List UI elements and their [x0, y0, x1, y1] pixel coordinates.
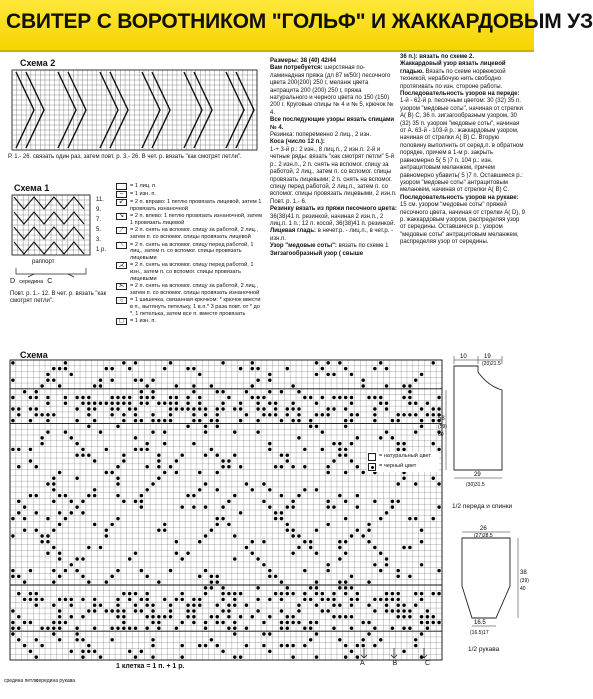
front-dim-side-c: 60	[438, 432, 444, 438]
legend-text: = 1 лиц. п.	[130, 183, 157, 189]
scheme1-chart	[12, 195, 92, 255]
front-dim-top-b: 19	[484, 354, 491, 360]
rib2-heading: Резинку вязать из пряжи песочного цвета:	[270, 206, 397, 213]
legend-text: = 2 п. влево: 1 петлю провязать изнаночной, затем 1 провязать лицевой	[130, 213, 263, 226]
scheme2-block	[6, 58, 261, 180]
legend-text: = 1 изн. п.	[130, 318, 156, 325]
sleeve-dim-bottom-a: 16.5	[474, 620, 486, 626]
stitch-symbol-icon: ↙	[116, 199, 127, 206]
legend-row	[116, 283, 264, 296]
rapport-label: раппорт	[32, 259, 55, 265]
honeycomb-lines	[14, 197, 84, 254]
legend-row	[116, 242, 264, 262]
mark-middle: середина	[19, 279, 44, 285]
row-number: 1 р.	[96, 247, 107, 253]
jacquard-text: Вязать по схеме норвежской техникой, нерабочую нить свободно протягивать по изн. стороне работы.	[400, 68, 506, 90]
need-text: шерстяная по-ламинадная пряжа (дл 87 м/50г) песочного цвета 200(200) 250 г, меланж цвета антрацита 200 (200) 250 г, пряжа натурального и черного цвета по 150 (150) 200 г. Круговые спицы № 4 и № 5, крючок № 4.	[270, 65, 394, 116]
jacquard-chart	[10, 360, 442, 660]
jacquard-heading: Жаккардовый узор вязать лицевой гладью.	[400, 61, 506, 75]
black-swatch-icon	[368, 463, 376, 471]
stitch-symbol-icon: ⟍	[116, 242, 127, 249]
rapport-bracket	[12, 266, 92, 278]
front-pattern-diagram	[440, 350, 530, 490]
front-seq-heading: Последовательность узоров на переде:	[400, 91, 520, 98]
scheme1-row-numbers	[96, 195, 106, 255]
right-intro: 36 п.): вязать по схеме 2.	[400, 54, 475, 60]
natural-swatch-icon	[368, 453, 376, 461]
row-number: 7.	[96, 217, 102, 223]
stitch-symbol-icon: ○	[116, 297, 127, 304]
patterns-heading: Все последующие узоры вязать спицами № 4.	[270, 117, 395, 131]
sleeve-dim-top-a: 26	[480, 526, 487, 532]
legend-row	[116, 213, 264, 226]
front-pattern-caption: 1/2 переда и спинки	[452, 503, 513, 510]
row-number: 5.	[96, 227, 102, 233]
scheme1-note: Повт. р. 1.- 12. В чет. р. вязать "как смотрят петли".	[10, 291, 107, 305]
bottom-arrows	[356, 646, 436, 662]
bottom-label-sleeve: середина рукава	[36, 678, 76, 684]
scheme2-title: Схема 2	[20, 58, 56, 68]
sleeve-seq-text: 15 см. узором "медовые соты" пряжей песочного цвета, начиная от стрелки A( D), 9 р. жаккардовым узором, распределяя узор от середины. Оставшиеся р.: узором "медовые соты" антрацитовым меланжем, распределяя узор от середины.	[400, 202, 525, 246]
stitch-symbol-icon: ⋌	[116, 262, 127, 269]
instructions-column	[400, 54, 526, 346]
sleeve-pattern-diagram	[440, 522, 530, 642]
front-dim-top-a: 10	[460, 354, 467, 360]
materials-column	[270, 58, 398, 358]
row-number: 11.	[96, 197, 104, 203]
legend-row	[116, 183, 264, 190]
front-dim-side-a: 58	[438, 416, 445, 422]
stitch-symbol-icon: ⋋	[116, 283, 127, 290]
scheme1-block	[6, 183, 116, 333]
stock-heading: Лицевая гладь:	[270, 228, 317, 235]
stitch-symbol-icon: ⟋	[116, 227, 127, 234]
sleeve-pattern-caption: 1/2 рукава	[468, 646, 500, 653]
front-dim-side-b: (59)	[438, 424, 447, 430]
legend-text: = 2 п. снять на вспомог. спицу за работой, 2 лиц., затем п. со вспомог. спицы провязать изнаночной	[130, 283, 260, 296]
scheme1-marks	[10, 278, 52, 285]
grid-lines	[10, 360, 442, 660]
honey-heading: Узор "медовые соты":	[270, 243, 337, 250]
sleeve-dim-side-a: 38	[520, 570, 527, 576]
front-dim-top-c: (20)21.5	[482, 361, 501, 367]
stitch-symbol-icon	[116, 183, 127, 190]
legend-text: = 1 изн. п.	[130, 191, 156, 197]
sleeve-dim-top-b: (27)28.5	[474, 533, 493, 539]
cell-note: 1 клетка = 1 п. + 1 р.	[116, 663, 185, 670]
title-banner	[0, 0, 593, 52]
legend-text: = 2 п. вправо: 1 петлю провязать лицевой, затем 1 провязать изнаночной	[130, 199, 262, 212]
legend-row	[116, 227, 264, 240]
sizes: Размеры: 38 (40) 42/44	[270, 58, 337, 64]
rib2-text: 36(38)41 п. резинкой, начиная 2 изн.п., 2 лиц.п. 1 п.; 12 п. косой, 36(38)41 п. резинкой.	[270, 213, 396, 227]
front-dim-bottom-a: 29	[474, 472, 481, 478]
mark-c: C	[47, 278, 53, 285]
legend-row	[116, 318, 264, 325]
stitch-symbol-icon: –	[116, 191, 127, 198]
zigzag-heading: Зигзагообразный узор ( свыше	[270, 250, 364, 257]
need-heading: Вам потребуется:	[270, 65, 323, 72]
braid-text: 1-+ 3-й р.: 2 изн., 8 лиц.п., 2 изн.п. 2-й и четные ряды: вязать "как смотрят петли" 5-й р.: 2 изн.п., 2 п. снять на вспомог. спицу за работой, 2 лиц., затем п. со вспомог. спицы провязать лицевыми; 2 п. снять на вспомог. спицу перед работой, 2 лиц.п., затем п. со вспомог. спицы провязать лицевыми, 2 изн.п. Повт. р. 1.- 6.	[270, 146, 397, 205]
symbol-legend	[116, 183, 264, 353]
sleeve-dim-bottom-b: (16.5)17	[470, 630, 489, 636]
legend-text: = 1 шишечка, связанная крючком: * крючок ввести в п., вытянуть петельку, 1 в.п.* 3 раза повт. от * до *, 1 петелька, затем все п. вместе провязать	[130, 297, 261, 317]
scheme1-title: Схема 1	[14, 183, 50, 193]
main-scheme-title: Схема	[20, 350, 48, 360]
row-number: 9.	[96, 207, 102, 213]
sleeve-dim-side-c: 40	[520, 586, 526, 592]
natural-key-label: = натуральный цвет	[379, 453, 432, 459]
braid-heading: Коса (число 12 п.):	[270, 139, 325, 146]
color-key	[367, 452, 439, 472]
front-dim-bottom-b: (30)31.5	[466, 482, 485, 488]
legend-text: = 2 п. снять на вспомог. спицу перед работой, 1 лиц., затем п. со вспомог. спицы провязать лицевыми	[130, 241, 254, 261]
arrow-c: C	[424, 660, 430, 667]
arrow-a: A	[360, 660, 365, 667]
legend-text: = 2 п. снять на вспомог. спицу за работой, 2 лиц., затем п. со вспомог. спицы провязать лицевой	[130, 227, 258, 240]
mark-d: D	[10, 278, 16, 285]
arrow-b: B	[392, 660, 398, 667]
bottom-label-stitch: средина петли	[4, 678, 38, 684]
legend-row	[116, 191, 264, 198]
black-key-label: = черный цвет	[379, 463, 417, 469]
scheme2-chart	[12, 70, 257, 150]
scheme2-note: Р. 1.- 26. связать один раз, затем повт. р. 3.- 26. В чет. р. вязать "как смотрят петли".	[8, 154, 242, 160]
rib-text: Резинка: попеременно 2 лиц., 2 изн.	[270, 132, 372, 139]
sleeve-seq-heading: Последовательность узоров на рукаве:	[400, 194, 519, 201]
row-number: 3.	[96, 237, 102, 243]
stock-text: в нечет.р. - лиц.п., в чет.р. - изн.п.	[270, 228, 394, 242]
front-seq-text: 1-й - 62-й р. песочным цветом: 30 (32) 35 п. узором "медовые соты", начиная от стрелки A( B) C, 36 п. зигзагообразным узором, 30 (32) 35 п. узором "медовые соты", начиная от A. 63-й - 103-й р.: жаккардовым узором, начиная от стрелки A( B) C. Вторую половину выполнить от серед.п. в обратном порядке, причем в 1-м р. закрыть равномерно 5( 5 )7 п. 104 р.: изн. антрацитовым меланжем, причем равномерно убавить( 5 )7 п. Оставшиеся р.: узором "медовые соты" антрацитовым меланжем, начиная от стрелки A( B) C.	[400, 98, 524, 194]
sleeve-dim-side-b: (39)	[520, 578, 529, 584]
stitch-symbol-icon: ↘	[116, 213, 127, 220]
legend-text: = 2 п. снять на вспомог. спицу перед работой, 1 изн., затем п. со вспомог. спицы провязать лицевыми	[130, 262, 254, 282]
legend-row	[116, 262, 264, 282]
legend-row	[116, 199, 264, 212]
page-title: СВИТЕР С ВОРОТНИКОМ "ГОЛЬФ" И ЖАККАРДОВЫМ УЗ	[6, 10, 593, 33]
legend-row	[116, 297, 264, 317]
honey-text: вязать по схеме 1	[338, 243, 389, 250]
stitch-symbol-icon: ◻	[116, 318, 127, 325]
grid-lines	[12, 70, 257, 150]
